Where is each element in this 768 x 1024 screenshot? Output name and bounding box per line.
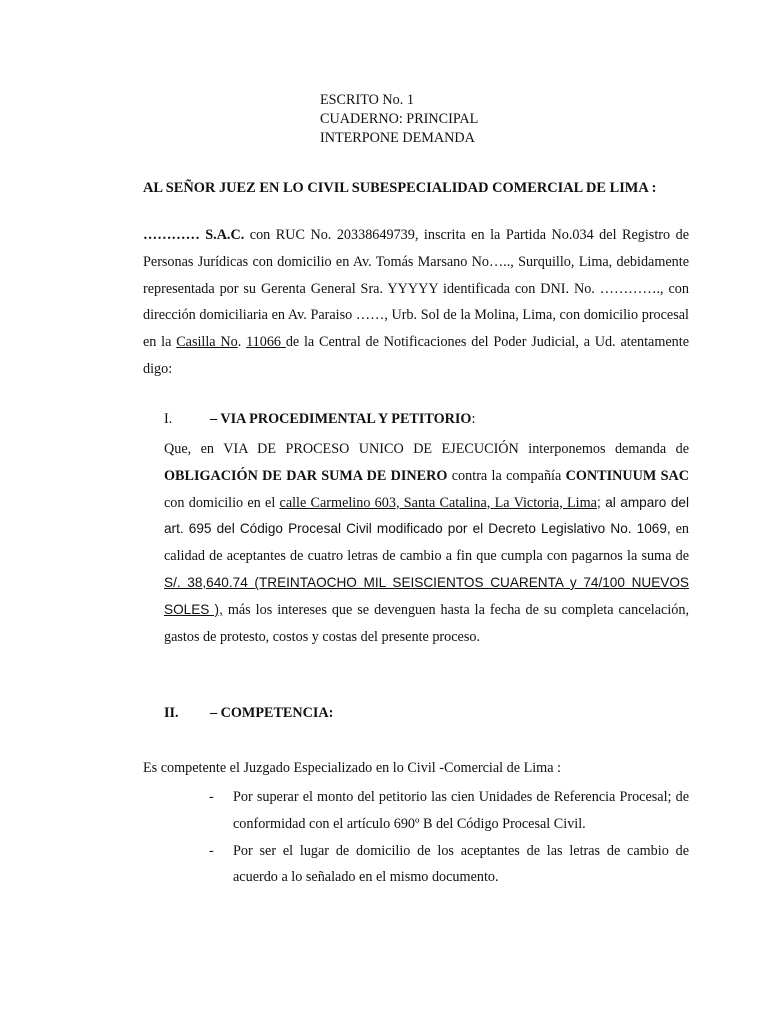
section2-heading xyxy=(164,705,333,722)
section2-number: II. xyxy=(164,705,179,721)
petitorio-text-1: Que, en VIA DE PROCESO UNICO DE EJECUCIÓN interponemos demanda de xyxy=(164,441,689,457)
company-name: ………… S.A.C. xyxy=(143,227,245,243)
petitorio-text-5: en calidad de aceptantes de cuatro letras de cambio a fin que cumpla con pagarnos la suma de xyxy=(164,521,689,565)
section2-title: – COMPETENCIA: xyxy=(210,705,334,721)
defendant-name: CONTINUUM SAC xyxy=(565,467,689,484)
bullet-dash: - xyxy=(209,842,214,859)
document-subject: INTERPONE DEMANDA xyxy=(320,130,475,146)
casilla-separator: . xyxy=(237,334,247,351)
document-header xyxy=(320,91,478,148)
escrito-number: ESCRITO No. 1 xyxy=(320,92,414,108)
section1-number: I. xyxy=(164,411,173,427)
section1-heading xyxy=(164,411,475,428)
section1-title: – VIA PROCEDIMENTAL Y PETITORIO xyxy=(210,411,472,427)
defendant-address: calle Carmelino 603, Santa Catalina, La Victoria, Lima xyxy=(279,494,597,511)
petitorio-paragraph xyxy=(164,436,689,650)
petitorio-text-3: con domicilio en el xyxy=(164,494,280,511)
competencia-list xyxy=(209,784,689,891)
intro-text: con RUC No. 20338649739, inscrita en la Partida No.034 del Registro de Personas Jurídicas con domicilio en Av. Tomás Marsano No….., Surquillo, Lima, debidamente representada por su Gerenta General Sra. YYYYY identificada con DNI. No. …………., con dirección domiciliaria en Av. Paraiso ……, Urb. Sol de la Molina, Lima, con domicilio procesal en la xyxy=(143,227,689,351)
claim-amount: S/. 38,640.74 (TREINTAOCHO MIL SEISCIENTOS CUARENTA y 74/100 NUEVOS SOLES ), xyxy=(164,574,689,617)
legal-basis: ; al amparo del art. 695 del Código Procesal Civil modificado por el Decreto Legislativo No. 1069, xyxy=(164,494,689,537)
casilla-label: Casilla No xyxy=(176,334,238,351)
intro-closing: de la Central de Notificaciones del Poder Judicial, a Ud. atentamente digo: xyxy=(143,334,689,377)
list-item xyxy=(209,838,689,892)
intro-paragraph xyxy=(143,222,689,383)
casilla-number: 11066 xyxy=(246,334,286,351)
cuaderno-label: CUADERNO: PRINCIPAL xyxy=(320,111,479,127)
bullet-dash: - xyxy=(209,789,214,805)
competencia-intro: Es competente el Juzgado Especializado en lo Civil -Comercial de Lima : xyxy=(143,760,561,776)
list-item-text: Por superar el monto del petitorio las cien Unidades de Referencia Procesal; de conformidad con el artículo 690º B del Código Procesal Civil. xyxy=(233,789,689,832)
petitorio-text-2: contra la compañía xyxy=(447,467,566,484)
list-item-text: Por ser el lugar de domicilio de los aceptantes de las letras de cambio de acuerdo a lo señalado en el mismo documento. xyxy=(233,842,689,886)
petitorio-text-6: más los intereses que se devenguen hasta la fecha de su completa cancelación, gastos de protesto, costos y costas del presente proceso. xyxy=(164,601,689,645)
list-item xyxy=(209,784,689,838)
addressee: AL SEÑOR JUEZ EN LO CIVIL SUBESPECIALIDAD COMERCIAL DE LIMA : xyxy=(143,180,657,196)
obligation-type: OBLIGACIÓN DE DAR SUMA DE DINERO xyxy=(164,467,448,484)
section1-colon: : xyxy=(471,411,476,427)
